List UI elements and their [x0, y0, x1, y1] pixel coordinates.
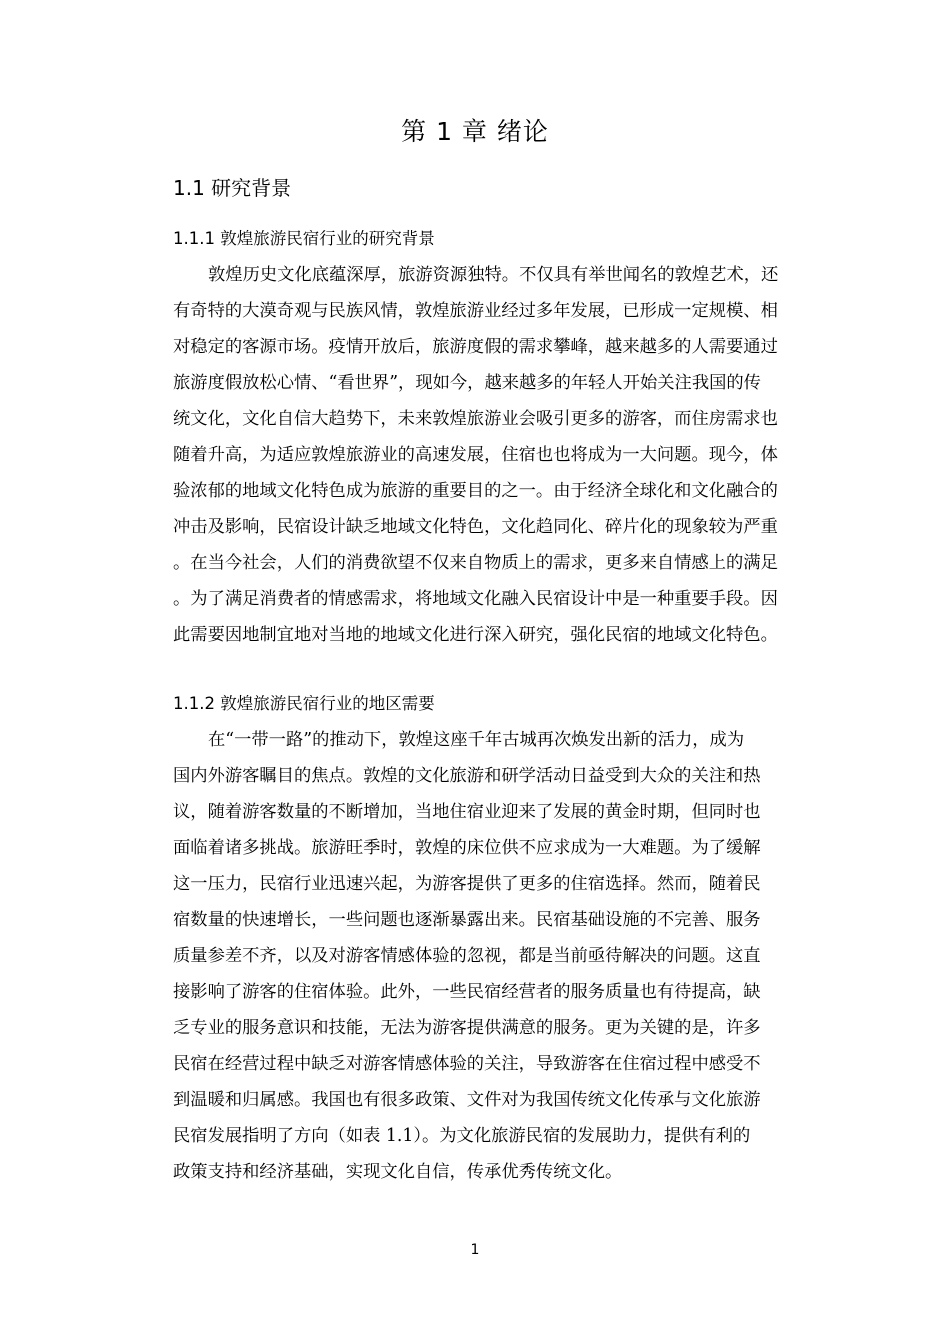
paragraph-line: 此需要因地制宜地对当地的地域文化进行深入研究，强化民宿的地域文化特色。 — [173, 625, 778, 645]
paragraph-line: 宿数量的快速增长，一些问题也逐渐暴露出来。民宿基础设施的不完善、服务 — [173, 910, 761, 930]
paragraph-line: 冲击及影响，民宿设计缺乏地域文化特色，文化趋同化、碎片化的现象较为严重 — [173, 517, 778, 537]
section-title: 1.1 研究背景 — [173, 176, 292, 200]
paragraph-line: 旅游度假放松心情、“看世界”，现如今，越来越多的年轻人开始关注我国的传 — [173, 373, 761, 393]
paragraph-line: 乏专业的服务意识和技能，无法为游客提供满意的服务。更为关键的是，许多 — [173, 1018, 761, 1038]
paragraph-line: 在“一带一路”的推动下，敦煌这座千年古城再次焕发出新的活力，成为 — [208, 730, 745, 750]
paragraph-line: 验浓郁的地域文化特色成为旅游的重要目的之一。由于经济全球化和文化融合的 — [173, 481, 778, 501]
paragraph-2 — [173, 722, 841, 1190]
paragraph-line: 敦煌历史文化底蕴深厚，旅游资源独特。不仅具有举世闻名的敦煌艺术，还 — [208, 265, 779, 285]
paragraph-line: 质量参差不齐，以及对游客情感体验的忽视，都是当前亟待解决的问题。这直 — [173, 946, 761, 966]
paragraph-line: 。为了满足消费者的情感需求，将地域文化融入民宿设计中是一种重要手段。因 — [173, 589, 778, 609]
paragraph-line: 对稳定的客源市场。疫情开放后，旅游度假的需求攀峰，越来越多的人需要通过 — [173, 337, 778, 357]
paragraph-1 — [173, 257, 841, 653]
paragraph-line: 民宿在经营过程中缺乏对游客情感体验的关注，导致游客在住宿过程中感受不 — [173, 1054, 761, 1074]
paragraph-line: 到温暖和归属感。我国也有很多政策、文件对为我国传统文化传承与文化旅游 — [173, 1090, 761, 1110]
paragraph-line: 统文化，文化自信大趋势下，未来敦煌旅游业会吸引更多的游客，而住房需求也 — [173, 409, 778, 429]
chapter-title: 第 1 章 绪论 — [401, 117, 549, 146]
page-number: 1 — [470, 1242, 480, 1258]
paragraph-line: 面临着诸多挑战。旅游旺季时，敦煌的床位供不应求成为一大难题。为了缓解 — [173, 838, 761, 858]
subsection-title-2: 1.1.2 敦煌旅游民宿行业的地区需要 — [173, 694, 435, 713]
paragraph-line: 这一压力，民宿行业迅速兴起，为游客提供了更多的住宿选择。然而，随着民 — [173, 874, 761, 894]
paragraph-line: 随着升高，为适应敦煌旅游业的高速发展，住宿也也将成为一大问题。现今，体 — [173, 445, 778, 465]
paragraph-line: 接影响了游客的住宿体验。此外，一些民宿经营者的服务质量也有待提高，缺 — [173, 982, 761, 1002]
subsection-title-1: 1.1.1 敦煌旅游民宿行业的研究背景 — [173, 229, 435, 248]
paragraph-line: 民宿发展指明了方向（如表 1.1）。为文化旅游民宿的发展助力，提供有利的 — [173, 1126, 751, 1146]
paragraph-line: 政策支持和经济基础，实现文化自信，传承优秀传统文化。 — [173, 1162, 623, 1182]
paragraph-line: 议，随着游客数量的不断增加，当地住宿业迎来了发展的黄金时期，但同时也 — [173, 802, 761, 822]
paragraph-line: 有奇特的大漠奇观与民族风情，敦煌旅游业经过多年发展，已形成一定规模、相 — [173, 301, 778, 321]
paragraph-line: 。在当今社会，人们的消费欲望不仅来自物质上的需求，更多来自情感上的满足 — [173, 553, 778, 573]
paragraph-line: 国内外游客瞩目的焦点。敦煌的文化旅游和研学活动日益受到大众的关注和热 — [173, 766, 761, 786]
